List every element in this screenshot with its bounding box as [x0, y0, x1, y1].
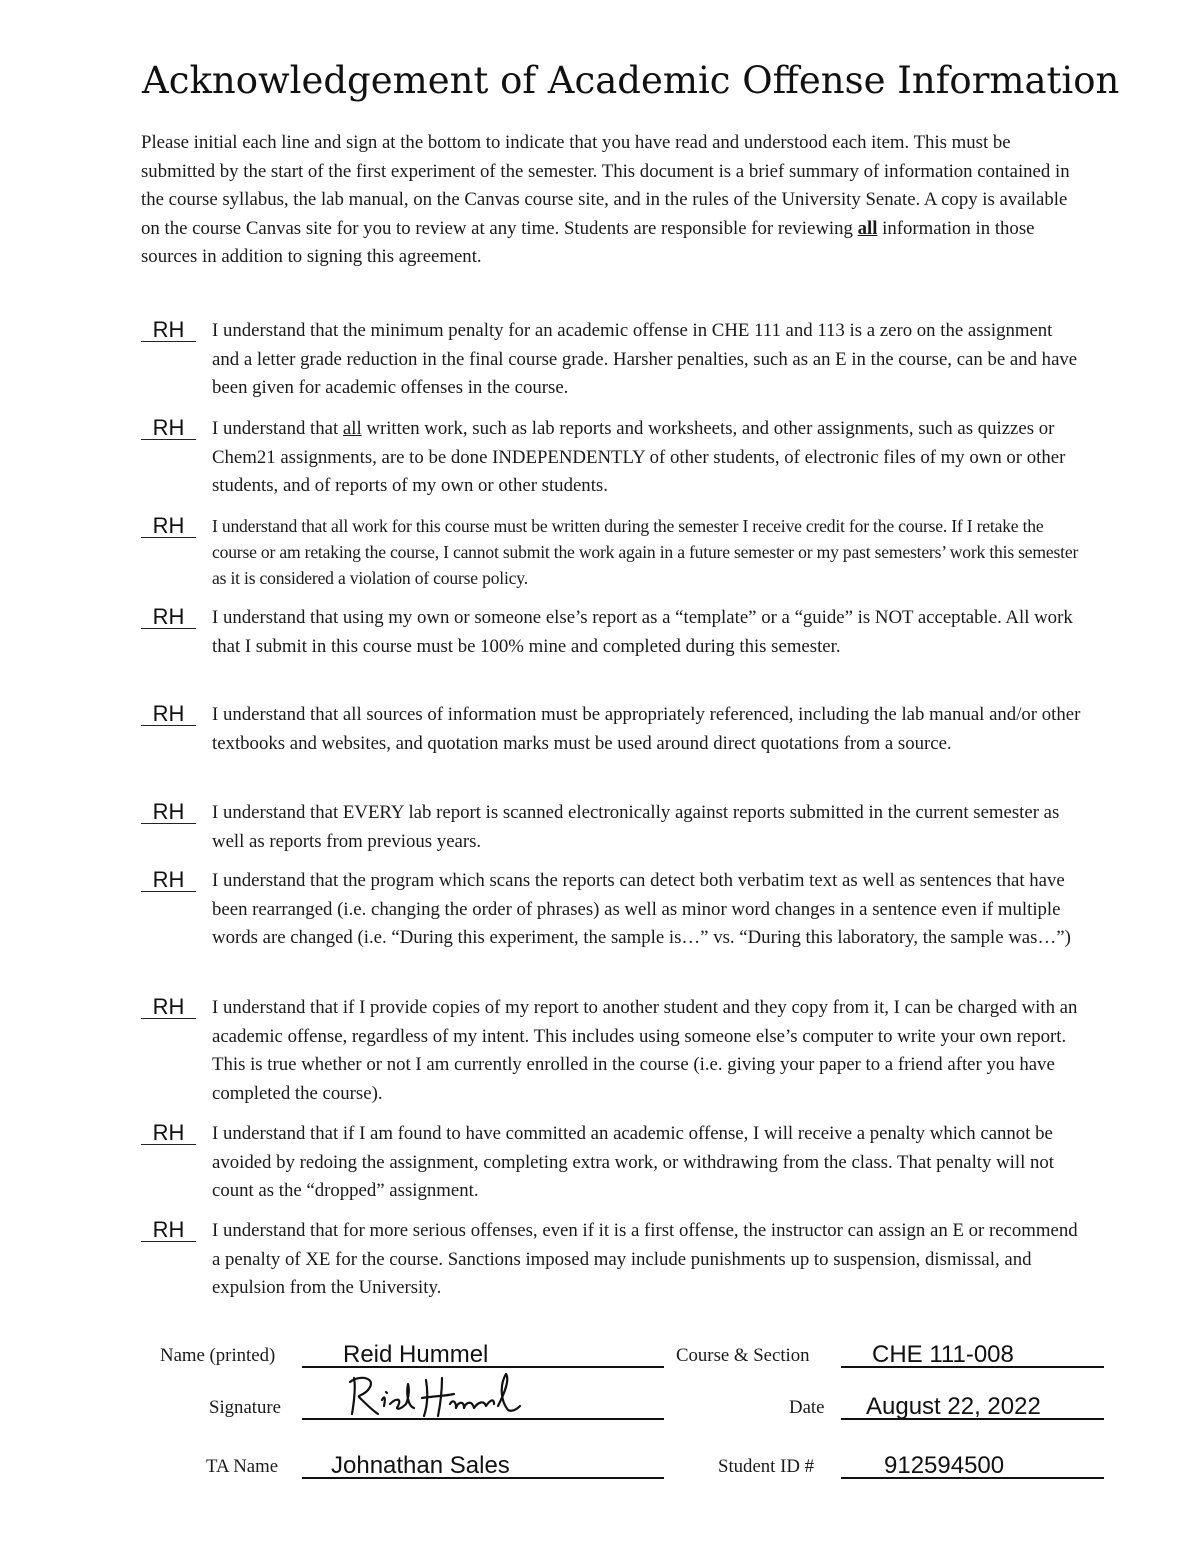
intro-text-after: information in those sources in addition to signing this agreement. [141, 217, 1035, 268]
acknowledgement-text [212, 415, 1082, 501]
handwritten-signature[interactable] [338, 1370, 528, 1422]
acknowledgement-text: I understand that if I am found to have committed an academic offense, I will receive a penalty which cannot be avoided by redoing the assignment, completing extra work, or withdrawing from the class. That penalty will not count as the “dropped” assignment. [212, 1123, 1055, 1202]
initials-field[interactable]: RH [141, 606, 196, 629]
acknowledgement-text: I understand that all work for this course must be written during the semester I receive credit for the course. If I retake the course or am retaking the course, I cannot submit the work again in a future semester or my past semesters’ work this semester as it is considered a violation of course policy. [212, 516, 1079, 588]
initials-field[interactable]: RH [141, 996, 196, 1019]
acknowledgement-text-after: written work, such as lab reports and worksheets, and other assignments, such as quizzes or Chem21 assignments, are to be done INDEPENDENTLY of other students, of electronic files of my own or other students, and of reports of my own or other students. [212, 418, 1066, 497]
name-label: Name (printed) [160, 1345, 276, 1366]
course-label: Course & Section [676, 1345, 810, 1366]
acknowledgement-text: I understand that the minimum penalty for an academic offense in CHE 111 and 113 is a zero on the assignment and a letter grade reduction in the final course grade. Harsher penalties, such as an E in the course, can be and have been given for academic offenses in the course. [212, 320, 1078, 399]
initials-field[interactable]: RH [141, 319, 196, 342]
acknowledgement-text: I understand that using my own or someone else’s report as a “template” or a “guide” is NOT acceptable. All work that I submit in this course must be 100% mine and completed during this semester. [212, 607, 1073, 657]
ta-name-field[interactable]: Johnathan Sales [331, 1452, 510, 1479]
initials-field[interactable]: RH [141, 417, 196, 440]
student-id-field[interactable]: 912594500 [884, 1452, 1005, 1479]
intro-paragraph [141, 129, 1071, 272]
acknowledgement-text: I understand that for more serious offenses, even if it is a first offense, the instructor can assign an E or recommend a penalty of XE for the course. Sanctions imposed may include punishments up to suspension, dismissal, and expulsion from the University. [212, 1220, 1078, 1299]
date-label: Date [789, 1397, 825, 1418]
intro-text-before: Please initial each line and sign at the bottom to indicate that you have read and understood each item. This must be submitted by the start of the first experiment of the semester. This document is a brief summary of information contained in the course syllabus, the lab manual, on the Canvas course site, and in the rules of the University Senate. A copy is available on the course Canvas site for you to review at any time. Students are responsible for reviewing [141, 132, 1070, 239]
initials-field[interactable]: RH [141, 869, 196, 892]
intro-emphasis: all [857, 217, 878, 239]
ta-name-label: TA Name [206, 1456, 279, 1477]
date-field[interactable]: August 22, 2022 [866, 1393, 1041, 1420]
signature-label: Signature [209, 1397, 281, 1418]
acknowledgement-text-before: I understand that [212, 418, 343, 439]
course-field[interactable]: CHE 111-008 [872, 1341, 1014, 1368]
acknowledgement-text: I understand that if I provide copies of my report to another student and they copy from it, I can be charged with an academic offense, regardless of my intent. This includes using someone else’s computer to write your own report. This is true whether or not I am currently enrolled in the course (i.e. giving your paper to a friend after you have completed the course). [212, 997, 1078, 1104]
acknowledgement-emphasis: all [342, 418, 362, 439]
student-id-label: Student ID # [718, 1456, 814, 1477]
page-title: Acknowledgement of Academic Offense Information [142, 59, 1120, 102]
initials-field[interactable]: RH [141, 703, 196, 726]
initials-field[interactable]: RH [141, 1122, 196, 1145]
initials-field[interactable]: RH [141, 801, 196, 824]
initials-field[interactable]: RH [141, 1219, 196, 1242]
initials-field[interactable]: RH [141, 515, 196, 538]
acknowledgement-text: I understand that all sources of information must be appropriately referenced, including the lab manual and/or other textbooks and websites, and quotation marks must be used around direct quotations from a source. [212, 704, 1081, 754]
name-field[interactable]: Reid Hummel [343, 1341, 489, 1368]
acknowledgement-text: I understand that the program which scans the reports can detect both verbatim text as well as sentences that have been rearranged (i.e. changing the order of phrases) as well as minor word changes in a sentence even if multiple words are changed (i.e. “During this experiment, the sample is…” vs. “During this laboratory, the sample was…”) [212, 870, 1071, 949]
acknowledgement-text: I understand that EVERY lab report is scanned electronically against reports submitted in the current semester as well as reports from previous years. [212, 802, 1060, 852]
